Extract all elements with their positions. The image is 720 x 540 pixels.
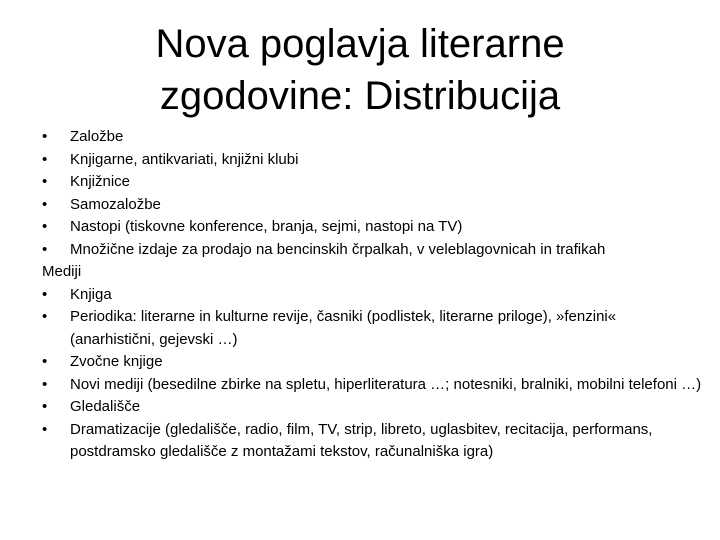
list-item-text: Periodika: literarne in kulturne revije, časniki (podlistek, literarne priloge), »fenzini« (anarhistični, gejevski …) — [70, 308, 617, 348]
list-item — [42, 216, 702, 239]
list-item — [42, 194, 702, 217]
list-item — [42, 374, 702, 397]
title-line-2: zgodovine: Distribucija — [159, 74, 561, 118]
bullet-icon: • — [42, 218, 48, 235]
bullet-icon: • — [42, 240, 48, 258]
list-item — [42, 351, 702, 374]
bullet-icon: • — [42, 150, 48, 168]
list-item — [42, 171, 702, 194]
bullet-icon: • — [42, 285, 48, 303]
section-heading: Mediji — [42, 263, 82, 280]
bullet-icon: • — [42, 173, 48, 190]
bullet-icon: • — [42, 308, 48, 325]
list-item — [42, 284, 702, 307]
list-item — [42, 306, 702, 351]
bullet-icon: • — [42, 195, 48, 213]
bullet-icon: • — [42, 398, 48, 415]
bullet-icon: • — [42, 353, 48, 370]
bullet-icon: • — [42, 420, 48, 438]
list-item-text: Množične izdaje za prodajo na bencinskih črpalkah, v veleblagovnicah in trafikah — [70, 240, 606, 258]
list-item-text: Gledališče — [70, 398, 141, 415]
bullet-icon: • — [42, 375, 48, 393]
slide-body — [42, 126, 702, 464]
list-item — [42, 419, 702, 464]
list-item — [42, 126, 702, 149]
list-item-text: Založbe — [70, 128, 124, 145]
list-item-text: Samozaložbe — [70, 195, 161, 213]
list-item-text: Zvočne knjige — [70, 353, 163, 370]
slide-title — [60, 18, 660, 122]
list-item-text: Knjiga — [70, 285, 112, 303]
bullet-icon: • — [42, 128, 48, 145]
list-item — [42, 149, 702, 172]
list-item-text: Dramatizacije (gledališče, radio, film, TV, strip, libreto, uglasbitev, recitacija, performans, postdramsko gledališče z montažami tekstov, računalniška igra) — [70, 420, 653, 460]
title-line-1: Nova poglavja literarne — [155, 22, 565, 66]
list-item-text: Nastopi (tiskovne konference, branja, sejmi, nastopi na TV) — [70, 218, 463, 235]
list-item-text: Knjigarne, antikvariati, knjižni klubi — [70, 150, 299, 168]
list-item — [42, 396, 702, 419]
list-item-text: Novi mediji (besedilne zbirke na spletu, hiperliteratura …; notesniki, bralniki, mobilni telefoni …) — [70, 375, 702, 393]
list-item — [42, 239, 702, 262]
list-item-text: Knjižnice — [70, 173, 131, 190]
